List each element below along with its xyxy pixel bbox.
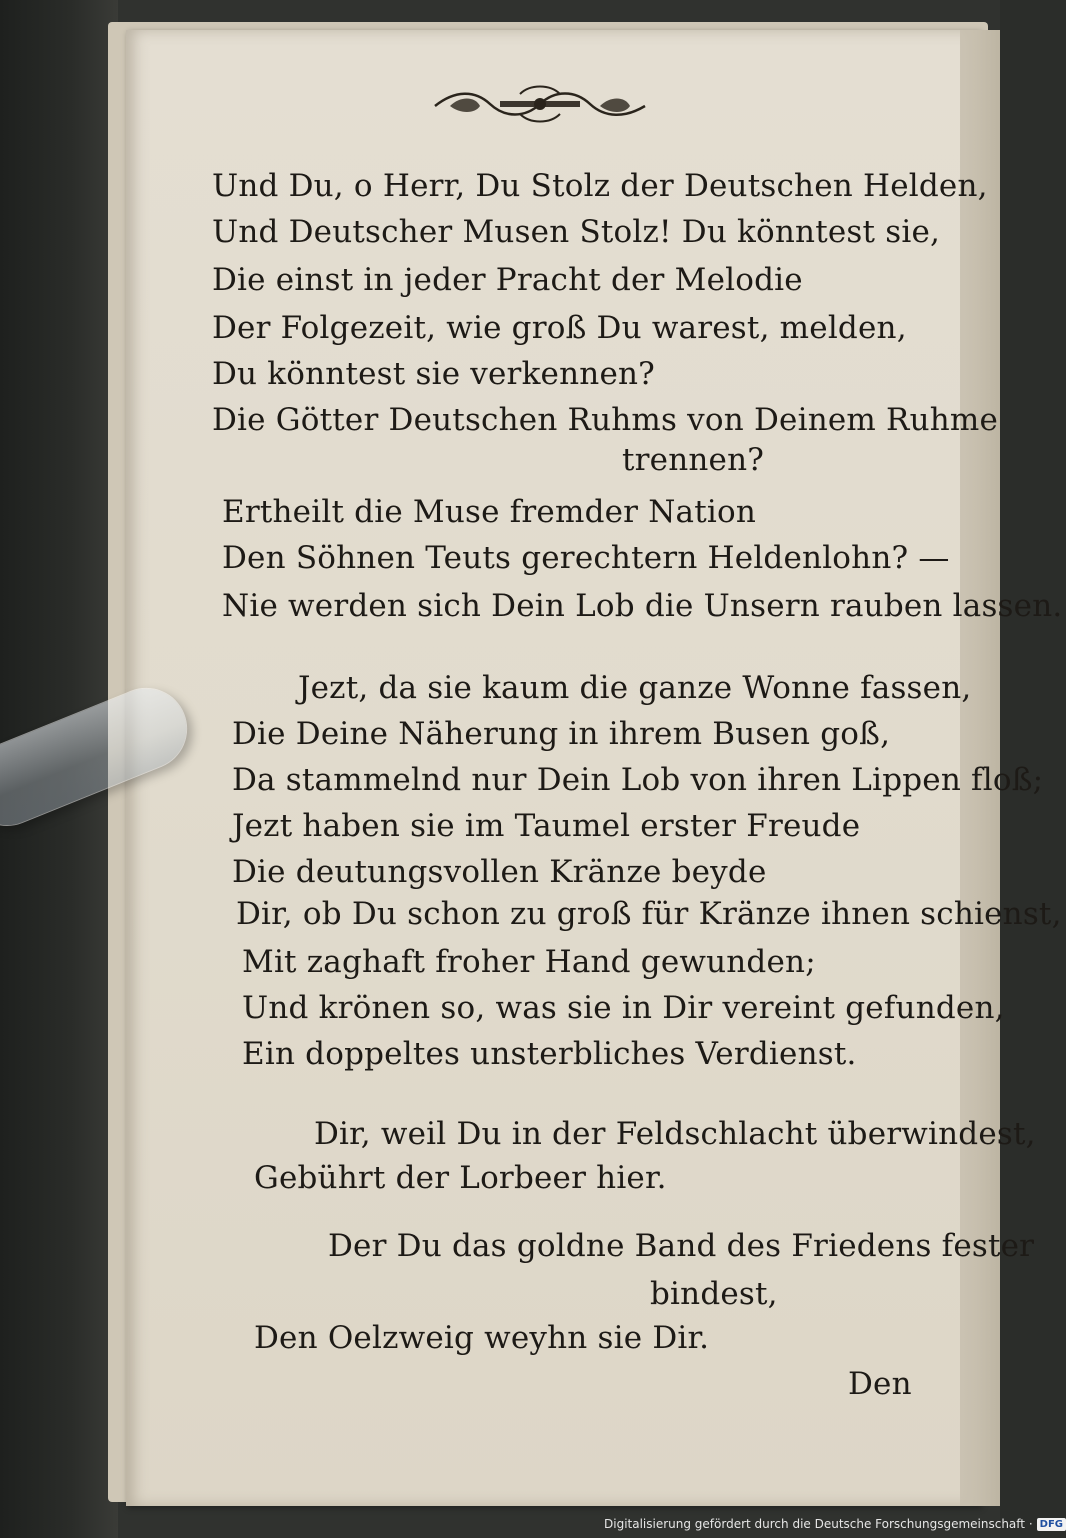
verse-line-continuation: bindest,	[650, 1276, 778, 1312]
verse-line: Die Götter Deutschen Ruhms von Deinem Ruhme	[212, 402, 999, 438]
verse-line: Ertheilt die Muse fremder Nation	[222, 494, 757, 530]
catchword: Den	[848, 1366, 912, 1402]
verse-line: Und Deutscher Musen Stolz! Du könntest sie,	[212, 214, 941, 250]
verse-line: Und krönen so, was sie in Dir vereint gefunden,	[242, 990, 1005, 1026]
verse-line: Nie werden sich Dein Lob die Unsern rauben lassen.	[222, 588, 1063, 624]
footer-text: Digitalisierung gefördert durch die Deutsche Forschungsgemeinschaft ·	[604, 1517, 1033, 1531]
verse-line: Den Oelzweig weyhn sie Dir.	[254, 1320, 710, 1356]
verse-line: Dir, ob Du schon zu groß für Kränze ihnen schienst,	[236, 896, 1062, 932]
verse-line: Den Söhnen Teuts gerechtern Heldenlohn? —	[222, 540, 950, 576]
verse-line: Gebührt der Lorbeer hier.	[254, 1160, 667, 1196]
verse-line: Die einst in jeder Pracht der Melodie	[212, 262, 803, 298]
verse-line: Dir, weil Du in der Feldschlacht überwindest,	[314, 1116, 1036, 1152]
verse-line: Ein doppeltes unsterbliches Verdienst.	[242, 1036, 857, 1072]
verse-line: Du könntest sie verkennen?	[212, 356, 655, 392]
verse-line: Der Folgezeit, wie groß Du warest, melden,	[212, 310, 907, 346]
verse-line: Die deutungsvollen Kränze beyde	[232, 854, 767, 890]
verse-line: Und Du, o Herr, Du Stolz der Deutschen Helden,	[212, 168, 988, 204]
verse-line: Jezt haben sie im Taumel erster Freude	[232, 808, 861, 844]
verse-line: Jezt, da sie kaum die ganze Wonne fassen,	[298, 670, 972, 706]
verse-line: Da stammelnd nur Dein Lob von ihren Lippen floß;	[232, 762, 1044, 798]
verse-line: Die Deine Näherung in ihrem Busen goß,	[232, 716, 891, 752]
digitization-footer	[604, 1514, 1066, 1534]
dfg-logo: DFG	[1037, 1518, 1066, 1531]
verse-line-continuation: trennen?	[622, 442, 765, 478]
verse-line: Der Du das goldne Band des Friedens fester	[328, 1228, 1035, 1264]
verse-line: Mit zaghaft froher Hand gewunden;	[242, 944, 816, 980]
vignette-ornament	[430, 82, 650, 126]
